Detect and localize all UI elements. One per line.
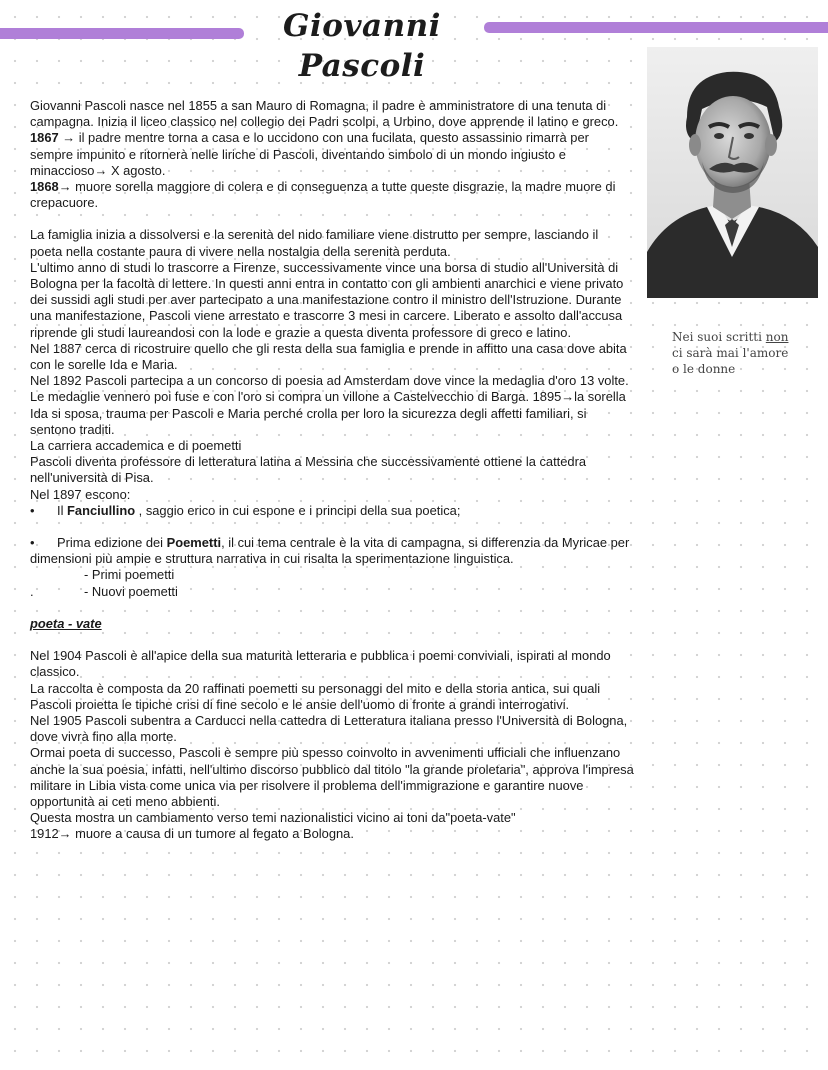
sub-item-nuovi-text: - Nuovi poemetti (84, 583, 178, 599)
side-note-underlined: non (765, 330, 789, 344)
portrait-photo (647, 47, 818, 298)
bullet-marker: • (30, 502, 35, 518)
bullet-text: , saggio erico in cui espone e i principi della sua poetica; (135, 502, 461, 518)
paragraph-1892: Nel 1892 Pascoli partecipa a un concorso di poesia ad Amsterdam dove vince la medaglia d'oro 13 volte. (30, 373, 629, 389)
section-title-poeta-vate: poeta - vate (30, 615, 102, 631)
page-title: Giovanni Pascoli (283, 8, 441, 84)
paragraph-1887: Nel 1887 cerca di ricostruire quello che gli resta della sua famiglia e prende in affitto una casa dove abita con le sorelle Ida e Maria. (30, 340, 627, 373)
paragraph-professor: Pascoli diventa professore di letteratura latina a Messina che successivamente ottiene la cattedra nell'università di Pisa. (30, 454, 587, 486)
paragraph-1868 (30, 179, 634, 211)
title-underline-right (484, 22, 828, 33)
paragraph-1897: Nel 1897 escono: (30, 486, 131, 502)
bullet-text: , il cui tema centrale è la vita di campagna, si differenzia da Myricae per dimensioni più ampie e struttura narrativa in cui risalta la sperimentazione linguistica. (30, 535, 630, 567)
title-header (0, 0, 828, 84)
year-1867: 1867 (30, 130, 59, 146)
paragraph-crisi: Pascoli proietta le tipiche crisi di fine secolo e le ansie dell'uomo di fronte a grandi interrogativi. (30, 696, 570, 712)
paragraph-studies: L'ultimo anno di studi lo trascorre a Firenze, successivamente vince una borsa di studio all'Università di Bologna per la facoltà di lettere. In questi anni entra in contatto con gli ambienti anarchici e viene privato dei sussidi agli studi per aver partecipato a una manifestazione contro il ministro dell'Istruzione. Durante una manifestazione, Pascoli viene arrestato e trascorre 3 mesi in carcere. Liberato e assolto dall'accusa riprende gli studi laureandosi con la lode e grazie a questa diventa professore di greco e latino. (30, 259, 624, 340)
paragraph-1904: Nel 1904 Pascoli è all'apice della sua maturità letteraria e pubblica i poemi conviviali, ispirati al mondo classico. (30, 648, 611, 680)
bullet-prefix: Il (57, 502, 68, 518)
bullet-poemetti (30, 535, 634, 567)
text-1868: → muore sorella maggiore di colera e di conseguenza a tutte queste disgrazie, la madre muore di crepacuore. (30, 179, 616, 211)
sub-item-primi: - Primi poemetti (84, 567, 175, 583)
paragraph-1867 (30, 130, 634, 179)
main-content (30, 98, 634, 843)
bullet-marker: • (30, 535, 35, 551)
paragraph-nazionalismo: Questa mostra un cambiamento verso temi nazionalistici vicino ai toni da"poeta-vate" (30, 810, 516, 826)
paragraph-1912: 1912→ muore a causa di un tumore al fegato a Bologna. (30, 826, 354, 842)
paragraph-medals: Le medaglie vennero poi fuse e con l'oro si compra un villone a Castelvecchio di Barga. 1895→la sorella Ida si sposa, trauma per Pascoli e Maria perché crolla per loro la sicurezza degli affetti familiari, si sentono traditi. (30, 389, 626, 437)
year-1868: 1868 (30, 179, 59, 195)
side-note-before: Nei suoi scritti (672, 330, 766, 344)
bullet-bold: Fanciullino (67, 502, 136, 518)
paragraph-intro: Giovanni Pascoli nasce nel 1855 a san Mauro di Romagna, il padre è amministratore di una tenuta di campagna. Inizia il liceo classico nel collegio dei Padri scolpi, a Urbino, dove apprende il latino e greco. (30, 98, 619, 130)
text-1867: → il padre mentre torna a casa e lo uccidono con una fucilata, questo assassinio rimarrà per sempre impunito e ritornerà nelle liriche di Pascoli, diventando simbolo di un mondo ingiusto e minaccioso→ X agosto. (30, 130, 589, 178)
dot-marker: . (30, 583, 34, 599)
paragraph-career-heading: La carriera accademica e di poemetti (30, 438, 242, 454)
title-underline-left (0, 28, 244, 39)
side-note (672, 329, 792, 377)
portrait-illustration (647, 47, 818, 298)
paragraph-family: La famiglia inizia a dissolversi e la serenità del nido familiare viene distrutto per sempre, lasciando il poeta nella costante paura di vivere nella nostalgia della serenità perduta. (30, 227, 599, 259)
paragraph-successo: Ormai poeta di successo, Pascoli è sempre più spesso coinvolto in avvenimenti ufficiali che influenzano anche la sua poesia, infatti, nell'ultimo discorso pubblico dal titolo "la grande proletaria", approva l'impresa militare in Libia vista come unica via per risolvere il problema dell'immigrazione e garantire nuove opportunità ai ceti meno abbienti. (30, 745, 634, 809)
sub-item-nuovi (30, 584, 634, 600)
paragraph-1905: Nel 1905 Pascoli subentra a Carducci nella cattedra di Letteratura italiana presso l'Università di Bologna, dove vivrà fino alla morte. (30, 712, 628, 745)
paragraph-raccolta: La raccolta è composta da 20 raffinati poemetti su personaggi del mito e della storia antica, sui quali (30, 680, 601, 696)
bullet-fanciullino (30, 503, 634, 519)
side-note-after: ci sarà mai l'amore o le donne (672, 346, 789, 376)
bullet-prefix: Prima edizione dei (57, 535, 167, 551)
bullet-bold: Poemetti (166, 535, 222, 551)
